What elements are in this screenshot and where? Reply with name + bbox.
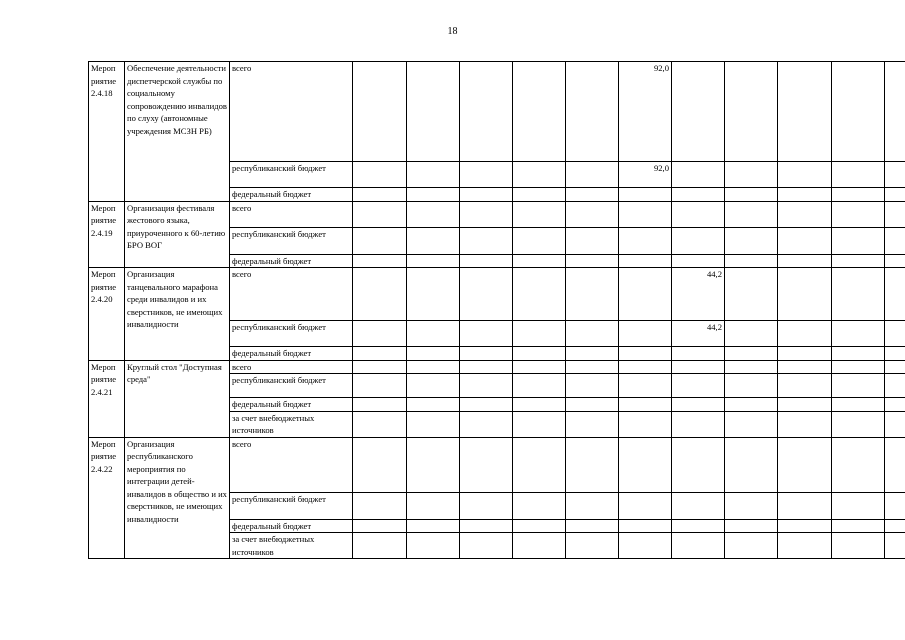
value-cell xyxy=(832,188,885,202)
funding-source: федеральный бюджет xyxy=(230,398,353,412)
value-cell xyxy=(778,360,832,374)
value-cell xyxy=(725,411,778,437)
value-cell xyxy=(619,188,672,202)
value-cell xyxy=(778,227,832,254)
value-cell xyxy=(566,519,619,533)
value-cell xyxy=(353,321,407,347)
value-cell xyxy=(513,374,566,398)
value-cell xyxy=(407,227,460,254)
value-cell xyxy=(513,62,566,162)
value-cell xyxy=(619,360,672,374)
value-cell xyxy=(725,162,778,188)
value-cell xyxy=(566,360,619,374)
value-cell xyxy=(407,162,460,188)
value-cell xyxy=(513,227,566,254)
value-cell xyxy=(778,411,832,437)
value-cell: 44,2 xyxy=(672,321,725,347)
value-cell xyxy=(885,519,905,533)
value-cell xyxy=(566,437,619,492)
value-cell xyxy=(566,227,619,254)
value-cell xyxy=(513,321,566,347)
value-cell xyxy=(407,321,460,347)
value-cell xyxy=(566,374,619,398)
value-cell xyxy=(513,162,566,188)
value-cell xyxy=(407,533,460,559)
value-cell xyxy=(513,492,566,519)
value-cell xyxy=(778,533,832,559)
measure-name: Организация танцевального марафона среди инвалидов и их сверстников, не имеющих инвалидности xyxy=(125,268,230,361)
value-cell xyxy=(513,519,566,533)
funding-source: республиканский бюджет xyxy=(230,492,353,519)
value-cell xyxy=(619,437,672,492)
value-cell xyxy=(353,360,407,374)
value-cell xyxy=(885,254,905,268)
value-cell xyxy=(353,201,407,227)
value-cell xyxy=(619,398,672,412)
value-cell xyxy=(353,188,407,202)
value-cell xyxy=(672,188,725,202)
value-cell xyxy=(407,254,460,268)
value-cell: 92,0 xyxy=(619,162,672,188)
measure-name: Организация фестиваля жестового языка, приуроченного к 60-летию БРО ВОГ xyxy=(125,201,230,268)
value-cell xyxy=(460,533,513,559)
value-cell xyxy=(566,188,619,202)
value-cell xyxy=(885,398,905,412)
table-row xyxy=(89,360,905,374)
funding-source: за счет внебюджетных источников xyxy=(230,411,353,437)
funding-source: республиканский бюджет xyxy=(230,321,353,347)
value-cell xyxy=(725,492,778,519)
funding-source: всего xyxy=(230,201,353,227)
value-cell xyxy=(460,188,513,202)
value-cell xyxy=(619,492,672,519)
value-cell xyxy=(353,374,407,398)
funding-source: за счет внебюджетных источников xyxy=(230,533,353,559)
value-cell xyxy=(513,201,566,227)
value-cell xyxy=(778,347,832,361)
value-cell xyxy=(513,268,566,321)
value-cell xyxy=(778,321,832,347)
value-cell xyxy=(566,533,619,559)
value-cell xyxy=(513,254,566,268)
value-cell xyxy=(885,492,905,519)
value-cell xyxy=(407,62,460,162)
value-cell xyxy=(778,62,832,162)
value-cell xyxy=(778,201,832,227)
value-cell xyxy=(672,62,725,162)
value-cell xyxy=(407,268,460,321)
value-cell xyxy=(566,268,619,321)
value-cell xyxy=(672,227,725,254)
value-cell xyxy=(460,62,513,162)
value-cell xyxy=(566,398,619,412)
value-cell xyxy=(672,374,725,398)
value-cell xyxy=(566,254,619,268)
value-cell xyxy=(672,533,725,559)
value-cell xyxy=(619,411,672,437)
value-cell xyxy=(885,347,905,361)
funding-source: республиканский бюджет xyxy=(230,227,353,254)
value-cell xyxy=(619,254,672,268)
value-cell xyxy=(619,227,672,254)
funding-source: федеральный бюджет xyxy=(230,347,353,361)
value-cell xyxy=(725,533,778,559)
value-cell xyxy=(725,347,778,361)
value-cell xyxy=(566,492,619,519)
funding-source: всего xyxy=(230,62,353,162)
value-cell xyxy=(832,360,885,374)
value-cell xyxy=(885,201,905,227)
value-cell xyxy=(832,398,885,412)
measure-code: Мероп риятие 2.4.22 xyxy=(89,437,125,559)
value-cell xyxy=(725,62,778,162)
value-cell xyxy=(460,360,513,374)
value-cell xyxy=(353,254,407,268)
measure-name: Организация республиканского мероприятия по интеграции детей-инвалидов в общество и их сверстников, не имеющих инвалидности xyxy=(125,437,230,559)
value-cell xyxy=(832,162,885,188)
value-cell xyxy=(778,492,832,519)
table-row xyxy=(89,437,905,492)
value-cell xyxy=(619,519,672,533)
value-cell xyxy=(832,347,885,361)
value-cell xyxy=(353,268,407,321)
value-cell xyxy=(513,188,566,202)
value-cell: 44,2 xyxy=(672,268,725,321)
value-cell xyxy=(725,437,778,492)
value-cell xyxy=(460,162,513,188)
value-cell xyxy=(885,62,905,162)
value-cell xyxy=(832,374,885,398)
value-cell xyxy=(566,321,619,347)
measure-name: Круглый стол "Доступная среда" xyxy=(125,360,230,437)
value-cell xyxy=(778,254,832,268)
value-cell xyxy=(566,162,619,188)
value-cell xyxy=(513,398,566,412)
measure-code: Мероп риятие 2.4.19 xyxy=(89,201,125,268)
value-cell xyxy=(725,201,778,227)
funding-source: федеральный бюджет xyxy=(230,254,353,268)
value-cell xyxy=(725,398,778,412)
value-cell xyxy=(885,374,905,398)
table-row xyxy=(89,268,905,321)
value-cell xyxy=(460,374,513,398)
value-cell xyxy=(832,227,885,254)
value-cell xyxy=(353,437,407,492)
value-cell xyxy=(885,268,905,321)
value-cell xyxy=(832,254,885,268)
value-cell xyxy=(672,519,725,533)
value-cell xyxy=(832,268,885,321)
value-cell xyxy=(725,321,778,347)
value-cell xyxy=(725,360,778,374)
value-cell xyxy=(619,347,672,361)
value-cell xyxy=(672,492,725,519)
measure-name: Обеспечение деятельности диспетчерской службы по социальному сопровождению инвалидов по слуху (автономные учреждения МСЗН РБ) xyxy=(125,62,230,202)
value-cell xyxy=(778,188,832,202)
value-cell xyxy=(619,374,672,398)
value-cell xyxy=(778,437,832,492)
value-cell xyxy=(407,437,460,492)
value-cell xyxy=(407,411,460,437)
value-cell xyxy=(566,347,619,361)
value-cell xyxy=(672,360,725,374)
value-cell xyxy=(460,347,513,361)
value-cell xyxy=(778,398,832,412)
value-cell xyxy=(353,411,407,437)
table-row xyxy=(89,62,905,162)
value-cell xyxy=(778,519,832,533)
value-cell xyxy=(885,227,905,254)
value-cell xyxy=(832,533,885,559)
value-cell xyxy=(460,201,513,227)
value-cell xyxy=(407,201,460,227)
value-cell xyxy=(460,492,513,519)
value-cell xyxy=(353,398,407,412)
value-cell xyxy=(513,437,566,492)
measure-code: Мероп риятие 2.4.21 xyxy=(89,360,125,437)
value-cell xyxy=(885,533,905,559)
value-cell xyxy=(566,62,619,162)
value-cell xyxy=(832,492,885,519)
value-cell xyxy=(460,321,513,347)
funding-source: федеральный бюджет xyxy=(230,519,353,533)
value-cell xyxy=(407,360,460,374)
value-cell xyxy=(725,519,778,533)
value-cell xyxy=(407,519,460,533)
funding-source: всего xyxy=(230,268,353,321)
value-cell xyxy=(353,227,407,254)
value-cell xyxy=(460,411,513,437)
value-cell xyxy=(672,347,725,361)
value-cell xyxy=(353,162,407,188)
value-cell xyxy=(566,201,619,227)
value-cell xyxy=(832,519,885,533)
value-cell xyxy=(885,321,905,347)
value-cell xyxy=(832,437,885,492)
funding-source: республиканский бюджет xyxy=(230,162,353,188)
value-cell xyxy=(885,162,905,188)
value-cell xyxy=(513,411,566,437)
measure-code: Мероп риятие 2.4.18 xyxy=(89,62,125,202)
value-cell xyxy=(353,533,407,559)
value-cell xyxy=(407,188,460,202)
value-cell xyxy=(513,360,566,374)
value-cell xyxy=(619,321,672,347)
value-cell xyxy=(885,411,905,437)
value-cell xyxy=(619,268,672,321)
value-cell xyxy=(885,437,905,492)
value-cell xyxy=(672,437,725,492)
value-cell xyxy=(672,398,725,412)
funding-source: республиканский бюджет xyxy=(230,374,353,398)
value-cell: 92,0 xyxy=(619,62,672,162)
funding-source: всего xyxy=(230,437,353,492)
value-cell xyxy=(619,533,672,559)
value-cell xyxy=(725,268,778,321)
page-number: 18 xyxy=(447,26,458,37)
value-cell xyxy=(725,188,778,202)
value-cell xyxy=(885,360,905,374)
table-row xyxy=(89,201,905,227)
funding-source: всего xyxy=(230,360,353,374)
value-cell xyxy=(672,162,725,188)
value-cell xyxy=(619,201,672,227)
value-cell xyxy=(353,347,407,361)
value-cell xyxy=(407,398,460,412)
value-cell xyxy=(407,492,460,519)
value-cell xyxy=(725,254,778,268)
value-cell xyxy=(513,533,566,559)
value-cell xyxy=(832,321,885,347)
value-cell xyxy=(460,254,513,268)
value-cell xyxy=(407,347,460,361)
value-cell xyxy=(885,188,905,202)
value-cell xyxy=(460,227,513,254)
value-cell xyxy=(778,268,832,321)
measure-code: Мероп риятие 2.4.20 xyxy=(89,268,125,361)
value-cell xyxy=(832,62,885,162)
value-cell xyxy=(407,374,460,398)
value-cell xyxy=(832,411,885,437)
value-cell xyxy=(566,411,619,437)
value-cell xyxy=(672,254,725,268)
value-cell xyxy=(460,437,513,492)
value-cell xyxy=(778,374,832,398)
value-cell xyxy=(725,227,778,254)
value-cell xyxy=(353,519,407,533)
value-cell xyxy=(832,201,885,227)
value-cell xyxy=(460,398,513,412)
value-cell xyxy=(778,162,832,188)
funding-source: федеральный бюджет xyxy=(230,188,353,202)
value-cell xyxy=(672,201,725,227)
value-cell xyxy=(513,347,566,361)
budget-table xyxy=(88,61,905,559)
value-cell xyxy=(353,492,407,519)
value-cell xyxy=(353,62,407,162)
value-cell xyxy=(460,519,513,533)
value-cell xyxy=(460,268,513,321)
value-cell xyxy=(672,411,725,437)
value-cell xyxy=(725,374,778,398)
